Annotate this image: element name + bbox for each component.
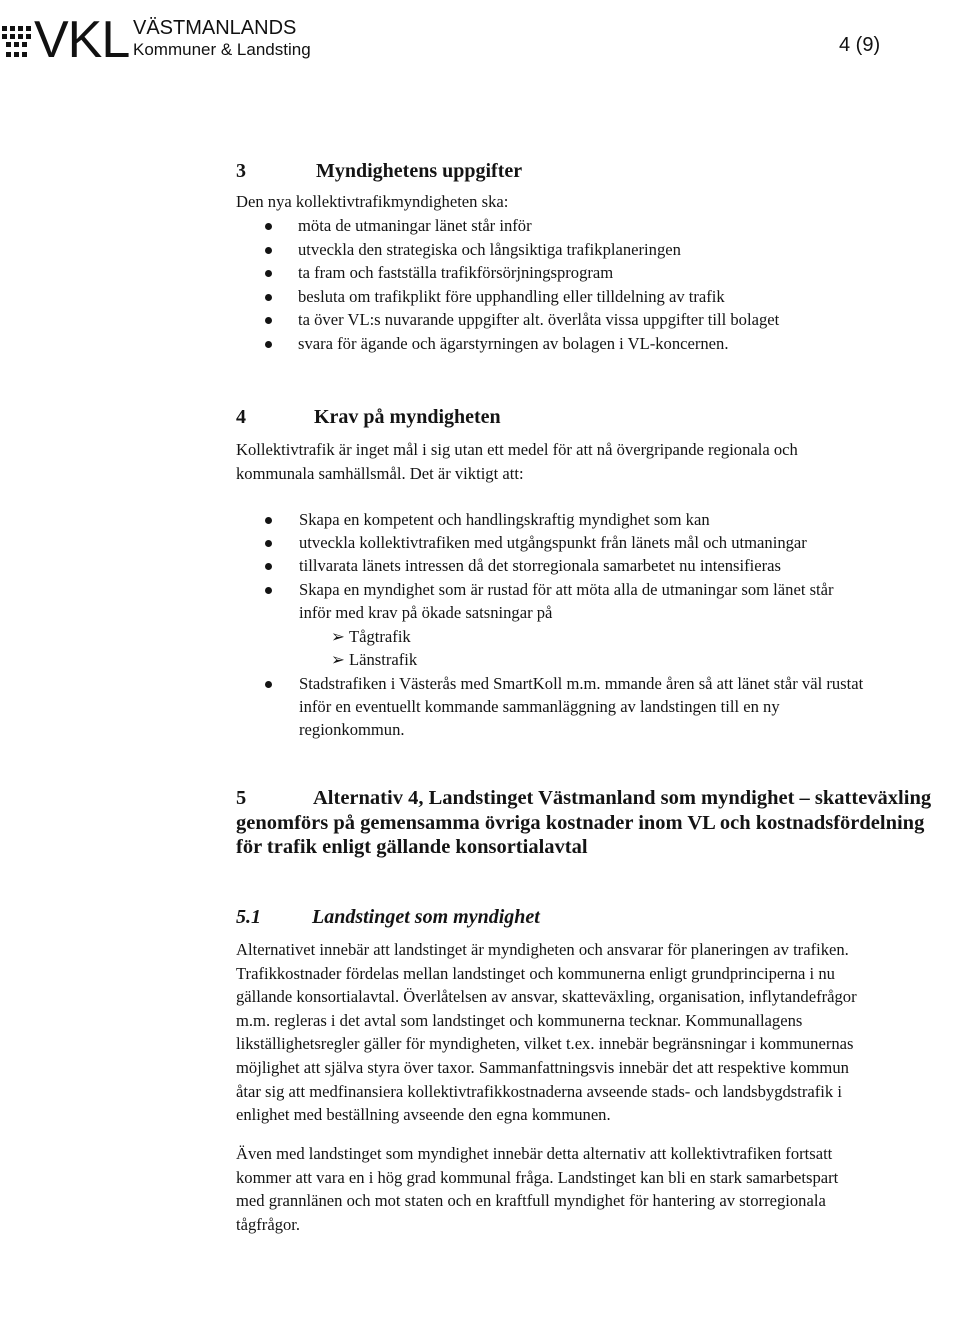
sub-item-label: Länstrafik [349, 650, 418, 669]
sub-item-label: Tågtrafik [349, 627, 411, 646]
section-3-heading [236, 159, 836, 185]
vkl-logo [0, 0, 320, 80]
list-item: ta fram och fastställa trafikförsörjningsprogram [262, 261, 922, 285]
arrow-bullet-icon: ➢ [331, 650, 345, 669]
section-5-1-heading [236, 905, 836, 931]
paragraph-line: möjlighet att själva styra över taxor. Sammanfattningsvis innebär det att respektive kommun [236, 1057, 849, 1077]
section-3-intro: Den nya kollektivtrafikmyndigheten ska: [236, 192, 509, 211]
section-4-bullet-list [262, 508, 942, 624]
paragraph-line: kommunala samhällsmål. Det är viktigt att: [236, 464, 524, 483]
list-item [262, 672, 952, 742]
paragraph-line: med grannlänen och mot staten och en kraftfull myndighet för hantering av storregionala [236, 1191, 826, 1211]
list-item: Skapa en kompetent och handlingskraftig myndighet som kan [262, 508, 942, 531]
list-item-line: inför med krav på ökade satsningar på [299, 602, 553, 622]
section-title-line: Alternativ 4, Landstinget Västmanland som myndighet – skatteväxling [313, 787, 932, 809]
list-item-line: inför en eventuellt kommande sammanläggning av landstingen till en ny [299, 697, 780, 717]
page-number: 4 (9) [839, 34, 881, 56]
section-number: 5 [236, 787, 247, 809]
section-title-line: för trafik enligt gällande konsortialavtal [236, 836, 588, 858]
paragraph-line: kommer att vara en i hög grad kommunal fråga. Landstinget kan bli en stark samarbetspart [236, 1167, 839, 1187]
paragraph-line: m.m. regleras i det avtal som landstinget och kommunerna tecknar. Kommunallagens [236, 1010, 803, 1030]
paragraph-line: gällande konsortialavtal. Överlåtelsen av ansvar, skatteväxling, organisation, inflytandefrågor [236, 987, 857, 1007]
list-item: utveckla kollektivtrafiken med utgångspunkt från länets mål och utmaningar [262, 531, 942, 554]
list-item-line: Skapa en myndighet som är rustad för att möta alla de utmaningar som länet står [299, 579, 834, 599]
list-item [262, 578, 942, 624]
list-item: svara för ägande och ägarstyrningen av bolagen i VL-koncernen. [262, 332, 922, 356]
sub-item-tagtrafik [331, 625, 411, 648]
logo-name-line1: VÄSTMANLANDS [133, 17, 297, 39]
section-number: 4 [236, 406, 246, 428]
paragraph-line: enlighet med beställning avseende den egna kommunen. [236, 1105, 611, 1125]
paragraph-line: Trafikkostnader fördelas mellan landstinget och kommunerna enligt grundprinciperna i nu [236, 963, 835, 983]
paragraph-line: Även med landstinget som myndighet innebär detta alternativ att kollektivtrafiken fortsatt [236, 1144, 833, 1163]
paragraph-line: tågfrågor. [236, 1214, 301, 1234]
list-item-line: regionkommun. [299, 720, 405, 740]
list-item: besluta om trafikplikt före upphandling eller tilldelning av trafik [262, 285, 922, 309]
section-number: 3 [236, 160, 246, 182]
section-number: 5.1 [236, 906, 261, 928]
section-4-heading [236, 405, 836, 431]
section-3-bullet-list [262, 214, 922, 355]
paragraph-line: åtar sig att medfinansiera kollektivtrafikkostnaderna avseende stads- och landsbygdstrafik i [236, 1081, 842, 1101]
list-item: utveckla den strategiska och långsiktiga trafikplaneringen [262, 238, 922, 262]
list-item: tillvarata länets intressen då det storregionala samarbetet nu intensifieras [262, 554, 942, 577]
section-5-1-paragraph-1 [236, 938, 956, 1127]
section-title: Myndighetens uppgifter [316, 160, 523, 182]
list-item: ta över VL:s nuvarande uppgifter alt. överlåta vissa uppgifter till bolaget [262, 308, 922, 332]
paragraph-line: Alternativet innebär att landstinget är myndigheten och ansvarar för planeringen av trafiken. [236, 940, 849, 959]
arrow-bullet-icon: ➢ [331, 627, 345, 646]
list-item-line: Stadstrafiken i Västerås med SmartKoll m.m. mmande åren så att länet står väl rustat [299, 674, 864, 693]
logo-dots-icon [0, 22, 38, 62]
logo-abbreviation: VKL [34, 11, 130, 69]
section-title: Landstinget som myndighet [312, 906, 540, 928]
sub-item-lanstrafik [331, 648, 417, 671]
section-title-line: genomförs på gemensamma övriga kostnader inom VL och kostnadsfördelning [236, 811, 925, 834]
section-4-paragraph [236, 438, 936, 486]
section-5-1-paragraph-2 [236, 1142, 956, 1236]
logo-name-line2: Kommuner & Landsting [133, 40, 311, 59]
section-title: Krav på myndigheten [314, 406, 501, 428]
section-4-bullet-list-continued [262, 672, 952, 742]
paragraph-line: likställighetsregler gäller för myndigheten, vilket t.ex. innebär begränsningar i kommunernas [236, 1034, 854, 1054]
paragraph-line: Kollektivtrafik är inget mål i sig utan ett medel för att nå övergripande regionala och [236, 440, 798, 459]
section-5-heading [236, 786, 956, 860]
list-item: möta de utmaningar länet står inför [262, 214, 922, 238]
